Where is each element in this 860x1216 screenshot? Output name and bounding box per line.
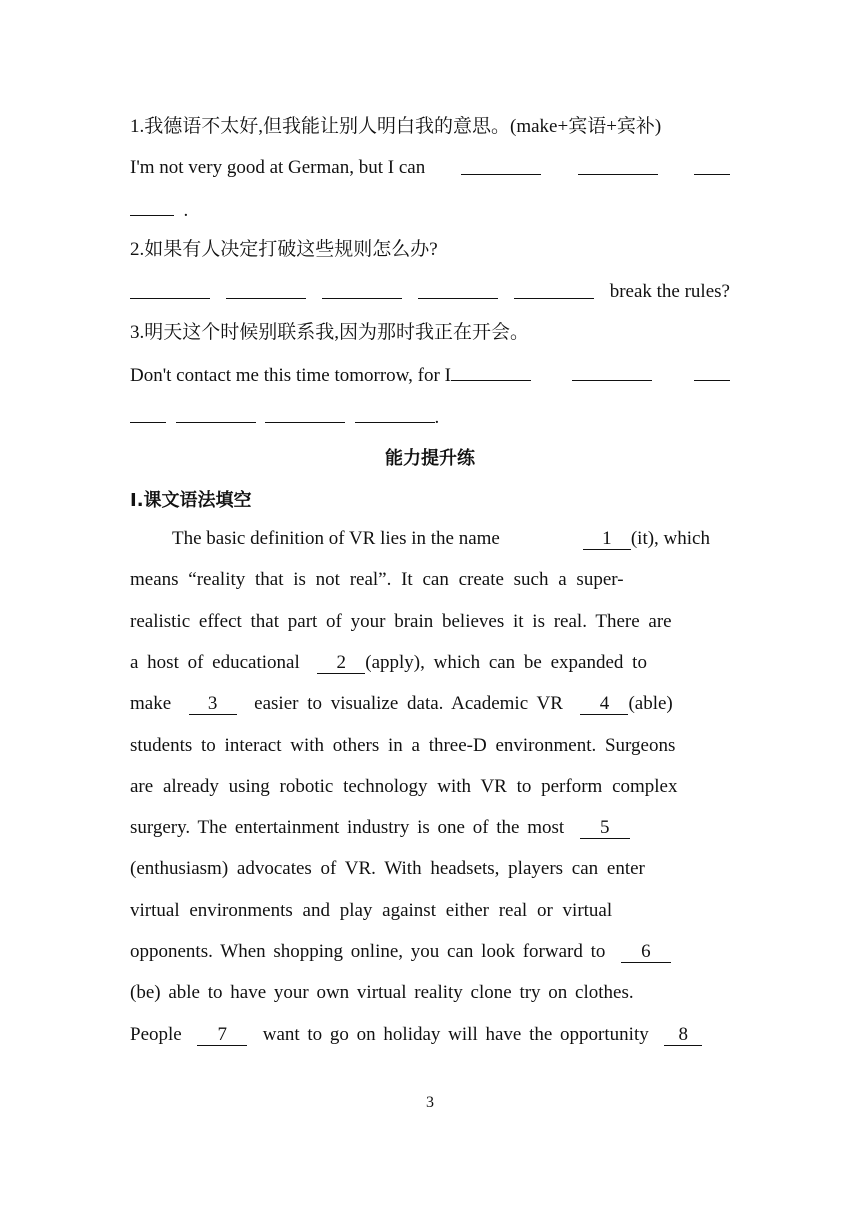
- end-punctuation: .: [183, 200, 189, 221]
- passage-text: a host of educational: [130, 652, 300, 673]
- question-1-text: I'm not very good at German, but I can: [130, 157, 426, 178]
- answer-blank[interactable]: [322, 280, 402, 299]
- passage-text: make: [130, 693, 172, 714]
- answer-blank[interactable]: [226, 280, 306, 299]
- passage-line-11: [130, 940, 671, 964]
- answer-blank[interactable]: [265, 404, 345, 423]
- blank-number-6[interactable]: 6: [621, 942, 671, 963]
- answer-blank[interactable]: [514, 280, 594, 299]
- question-3-text-wrap: [130, 362, 531, 388]
- passage-line-4: [130, 651, 647, 675]
- answer-blank[interactable]: [130, 197, 174, 216]
- passage-line-8: [130, 816, 630, 840]
- question-3-chinese: 3.明天这个时候别联系我,因为那时我正在开会。: [130, 322, 530, 343]
- answer-blank[interactable]: [578, 156, 658, 175]
- answer-blank[interactable]: [130, 404, 166, 423]
- question-1-chinese: 1.我德语不太好,但我能让别人明白我的意思。(make+宾语+宾补): [130, 116, 662, 137]
- question-2-text: break the rules?: [609, 281, 730, 302]
- blank-number-8[interactable]: 8: [664, 1025, 702, 1046]
- question-2-english: [130, 280, 730, 304]
- question-1-english: [130, 156, 730, 180]
- blank-number-1[interactable]: 1: [583, 529, 631, 550]
- question-3-english: [130, 362, 730, 388]
- passage-text: The basic definition of VR lies in the name: [172, 528, 500, 549]
- section-title: Ⅰ.课文语法填空: [130, 490, 252, 511]
- passage-text: (it), which: [630, 528, 710, 549]
- blank-number-3[interactable]: 3: [189, 694, 237, 715]
- question-1-continuation: [130, 197, 188, 223]
- blank-number-7[interactable]: 7: [197, 1025, 247, 1046]
- passage-line-6: students to interact with others in a three-D environment. Surgeons: [130, 735, 676, 756]
- passage-line-9: (enthusiasm) advocates of VR. With headsets, players can enter: [130, 858, 645, 879]
- passage-text: (apply), which can be expanded to: [365, 652, 647, 673]
- passage-line-5: [130, 692, 673, 716]
- end-punctuation: .: [434, 407, 440, 428]
- answer-blank[interactable]: [418, 280, 498, 299]
- passage-text: (able): [628, 693, 673, 714]
- passage-text: opponents. When shopping online, you can look forward to: [130, 941, 606, 962]
- question-2-chinese: 2.如果有人决定打破这些规则怎么办?: [130, 239, 438, 260]
- passage-line-10: virtual environments and play against either real or virtual: [130, 900, 613, 921]
- blank-number-4[interactable]: 4: [580, 694, 628, 715]
- passage-line-7: are already using robotic technology with VR to perform complex: [130, 776, 678, 797]
- answer-blank[interactable]: [694, 156, 730, 175]
- passage-text-wrap: [583, 527, 710, 551]
- passage-line-1: [172, 527, 710, 551]
- answer-blank[interactable]: [694, 362, 730, 381]
- passage-text: easier to visualize data. Academic VR: [254, 693, 563, 714]
- passage-line-3: realistic effect that part of your brain believes it is real. There are: [130, 611, 672, 632]
- passage-text: surgery. The entertainment industry is one of the most: [130, 817, 565, 838]
- passage-text: People: [130, 1024, 182, 1045]
- question-3-continuation: [130, 404, 439, 430]
- passage-line-2: means “reality that is not real”. It can create such a super-: [130, 569, 624, 590]
- answer-blank[interactable]: [176, 404, 256, 423]
- section-heading: 能力提升练: [385, 448, 475, 469]
- answer-blank[interactable]: [130, 280, 210, 299]
- question-3-text: Don't contact me this time tomorrow, for I: [130, 365, 451, 386]
- answer-blank[interactable]: [451, 362, 531, 381]
- passage-text: want to go on holiday will have the opportunity: [262, 1024, 649, 1045]
- answer-blank[interactable]: [355, 404, 435, 423]
- blank-number-2[interactable]: 2: [317, 653, 365, 674]
- passage-line-12: (be) able to have your own virtual reality clone try on clothes.: [130, 982, 634, 1003]
- page-number: 3: [426, 1094, 434, 1111]
- passage-line-13: [130, 1023, 702, 1047]
- blank-number-5[interactable]: 5: [580, 818, 630, 839]
- answer-blank[interactable]: [572, 362, 652, 381]
- answer-blank[interactable]: [461, 156, 541, 175]
